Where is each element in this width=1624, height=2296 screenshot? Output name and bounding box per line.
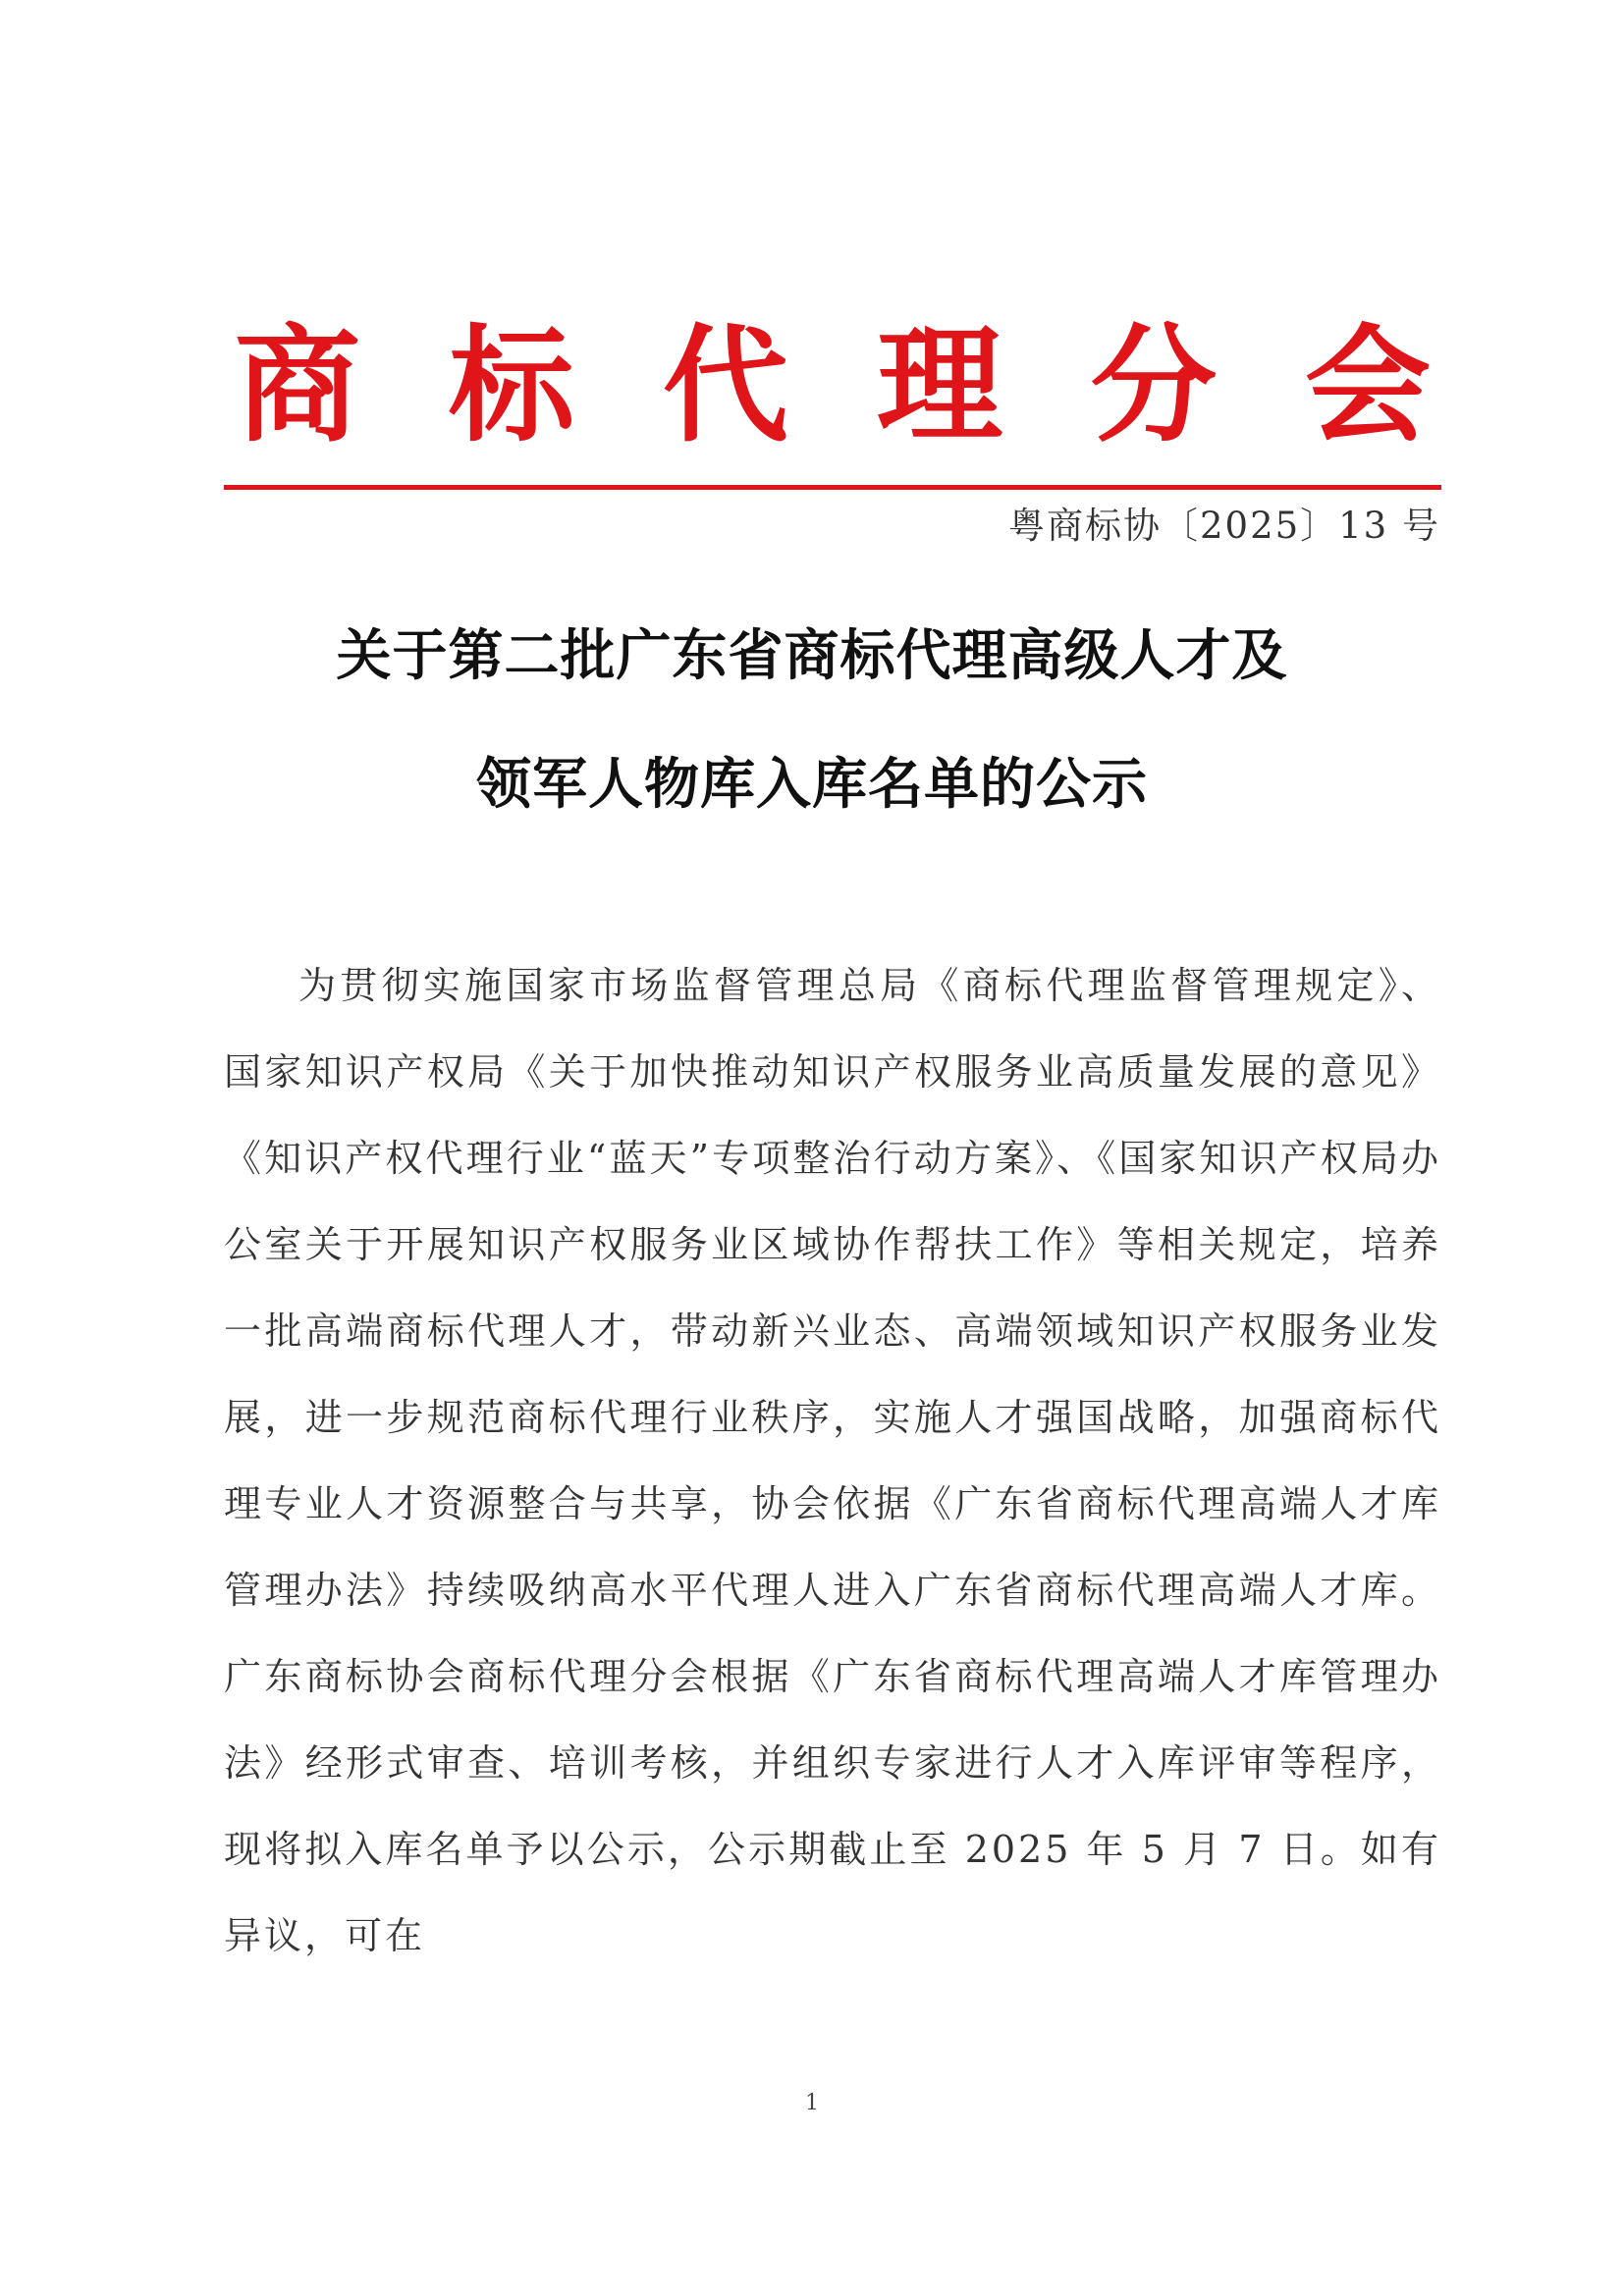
masthead-char: 商 [234, 312, 360, 459]
masthead-char: 会 [1304, 312, 1431, 459]
masthead-char: 理 [876, 312, 1002, 459]
masthead-char: 分 [1090, 312, 1217, 459]
document-title-line-1: 关于第二批广东省商标代理高级人才及 [336, 623, 1288, 688]
body-paragraph: 为贯彻实施国家市场监督管理总局《商标代理监督管理规定》、国家知识产权局《关于加快推动知识产权服务业高质量发展的意见》《知识产权代理行业“蓝天”专项整治行动方案》、《国家知识产权局办公室关于开展知识产权服务业区域协作帮扶工作》等相关规定，培养一批高端商标代理人才，带动新兴业态、高端领域知识产权服务业发展，进一步规范商标代理行业秩序，实施人才强国战略，加强商标代理专业人才资源整合与共享，协会依据《广东省商标代理高端人才库管理办法》持续吸纳高水平代理人进入广东省商标代理高端人才库。广东商标协会商标代理分会根据《广东省商标代理高端人才库管理办法》经形式审查、培训考核，并组织专家进行人才入库评审等程序，现将拟入库名单予以公示，公示期截止至 2025 年 5 月 7 日。如有异议，可在 [224, 964, 1441, 1957]
document-number: 粤商标协〔2025〕13 号 [1007, 505, 1440, 547]
page-number: 1 [805, 2091, 819, 2115]
document-title-line-2: 领军人物库入库名单的公示 [476, 752, 1148, 817]
masthead [224, 312, 1441, 459]
masthead-char: 代 [662, 312, 788, 459]
masthead-char: 标 [448, 312, 574, 459]
masthead-divider [224, 485, 1441, 490]
